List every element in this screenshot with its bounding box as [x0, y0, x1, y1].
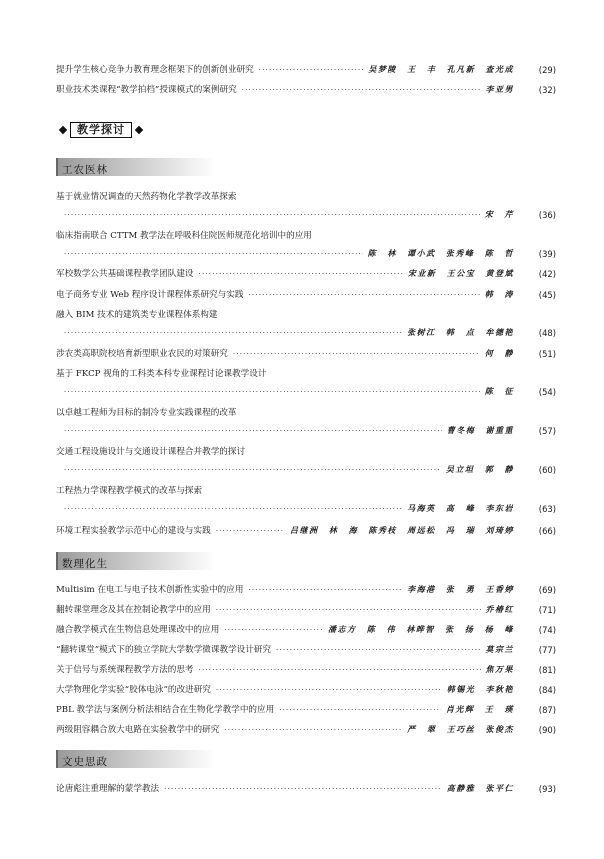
entry-authors: 陈 林 谭小武 张秀峰 陈 哲	[367, 249, 514, 258]
leader-dots	[164, 783, 442, 795]
subsection-heading	[56, 158, 216, 176]
entry-page: (39)	[538, 249, 556, 259]
leader-dots	[224, 724, 402, 736]
entry-title: 交通工程设施设计与交通设计课程合并教学的探讨	[56, 447, 246, 457]
toc-entry[interactable]	[56, 664, 556, 676]
entry-page: (60)	[538, 465, 556, 475]
entry-authors: 李海港 张 勇 王香婷	[407, 585, 514, 594]
entry-title: 涉农类高职院校培育新型职业农民的对策研究	[56, 349, 228, 359]
toc-entry[interactable]	[56, 724, 556, 736]
entry-page: (32)	[538, 85, 556, 95]
entry-page: (77)	[538, 645, 556, 655]
toc-entry[interactable]	[56, 604, 556, 616]
entry-title: 电子商务专业 Web 程序设计课程体系研究与实践	[56, 290, 244, 300]
section-heading	[56, 122, 146, 138]
entry-page: (84)	[538, 685, 556, 695]
entry-page: (45)	[538, 290, 556, 300]
entry-page: (48)	[538, 328, 556, 338]
toc-entry[interactable]	[56, 684, 556, 696]
entry-title: 基于就业情况调查的天然药物化学教学改革探索	[56, 192, 237, 202]
entry-authors: 韩 涛	[484, 290, 514, 299]
toc-entry[interactable]	[56, 368, 556, 398]
entry-page: (81)	[538, 665, 556, 675]
entry-title: 军校数学公共基础课程教学团队建设	[56, 269, 194, 279]
subsection-heading-label: 文史思政	[62, 756, 108, 768]
entry-page: (71)	[538, 605, 556, 615]
entry-page: (69)	[538, 585, 556, 595]
entry-title: 关于信号与系统课程教学方法的思考	[56, 665, 194, 675]
entry-title: 环境工程实验教学示范中心的建设与实践	[56, 526, 211, 536]
leader-dots	[224, 624, 323, 636]
leader-dots	[64, 386, 480, 398]
entry-page: (93)	[538, 784, 556, 794]
entry-title: 翻转课堂理念及其在控制论教学中的应用	[56, 605, 211, 615]
entry-title: PBL 教学法与案例分析法相结合在生物化学教学中的应用	[56, 705, 275, 715]
toc-entry[interactable]	[56, 230, 556, 260]
entry-authors: 马海英 高 峰 李东岩	[407, 504, 514, 513]
leader-dots	[248, 289, 479, 301]
diamond-icon	[135, 126, 143, 134]
entry-title: 两级阻容耦合放大电路在实验教学中的研究	[56, 725, 220, 735]
toc-entry[interactable]	[56, 783, 556, 795]
entry-title: 工程热力学课程教学模式的改革与探索	[56, 486, 203, 496]
entry-authors: 曹冬梅 谢重重	[446, 426, 514, 435]
entry-page: (74)	[538, 625, 556, 635]
subsection-heading-label: 数理化生	[62, 558, 108, 570]
toc-entry[interactable]	[56, 704, 556, 716]
toc-entry[interactable]	[56, 191, 556, 221]
leader-dots	[64, 425, 442, 437]
leader-dots	[64, 209, 480, 221]
entry-page: (42)	[538, 269, 556, 279]
toc-entry[interactable]	[56, 64, 556, 76]
toc-entry[interactable]	[56, 644, 556, 656]
entry-page: (51)	[538, 349, 556, 359]
entry-authors: 李亚男	[485, 85, 514, 94]
leader-dots	[216, 525, 285, 537]
leader-dots	[199, 664, 481, 676]
leader-dots	[216, 604, 481, 616]
leader-dots	[64, 248, 363, 260]
subsection-heading-label: 工农医林	[62, 164, 108, 176]
entry-title: “翻转课堂”模式下的独立学院大学数学微课教学设计研究	[56, 645, 272, 655]
leader-dots	[199, 268, 403, 280]
toc-entry[interactable]	[56, 84, 556, 96]
toc-entry[interactable]	[56, 348, 556, 360]
entry-title: 基于 FKCP 视角的工科类本科专业课程讨论课教学设计	[56, 369, 267, 379]
toc-entry[interactable]	[56, 309, 556, 339]
entry-page: (57)	[538, 426, 556, 436]
toc-entry[interactable]	[56, 624, 556, 636]
diamond-icon	[59, 126, 67, 134]
subsection-heading	[56, 552, 216, 570]
entry-page: (54)	[538, 387, 556, 397]
leader-dots	[64, 327, 402, 339]
entry-title: 提升学生核心竞争力教育理念框架下的创新创业研究	[56, 65, 254, 75]
entry-page: (29)	[538, 65, 556, 75]
leader-dots	[216, 684, 442, 696]
entry-authors: 韩锡光 李秋艳	[446, 685, 514, 694]
entry-title: 融入 BIM 技术的建筑类专业课程体系构建	[56, 310, 218, 320]
entry-title: 职业技术类课程“教学拍档”授课模式的案例研究	[56, 85, 237, 95]
entry-authors: 高静雅 张平仁	[446, 784, 514, 793]
entry-authors: 严 翠 王巧丝 张俊杰	[407, 725, 514, 734]
entry-authors: 何 静	[484, 349, 514, 358]
entry-title: 临床指南联合 CTTM 教学法在呼吸科住院医师规范化培训中的应用	[56, 231, 312, 241]
entry-page: (87)	[538, 705, 556, 715]
leader-dots	[64, 464, 441, 476]
entry-title: 融合教学模式在生物信息处理课改中的应用	[56, 625, 220, 635]
entry-title: 以卓越工程师为目标的制冷专业实践课程的改革	[56, 408, 237, 418]
subsection-heading	[56, 750, 216, 768]
toc-entry[interactable]	[56, 446, 556, 476]
entry-authors: 肖光辉 王 瑛	[445, 705, 514, 714]
entry-authors: 宋业新 王公宝 黄登斌	[407, 269, 514, 278]
toc-entry[interactable]	[56, 485, 556, 515]
entry-authors: 潘志方 陈 伟 林晔智 张 扬 杨 峰	[328, 625, 514, 634]
entry-page: (90)	[538, 725, 556, 735]
entry-title: Multisim 在电工与电子技术创新性实验中的应用	[56, 585, 244, 595]
toc-entry[interactable]	[56, 289, 556, 301]
toc-entry[interactable]	[56, 584, 556, 596]
entry-authors: 乔椿红	[485, 605, 514, 614]
entry-title: 大学物理化学实验“胶体电泳”的改进研究	[56, 685, 211, 695]
entry-authors: 宋 芹	[484, 210, 514, 219]
leader-dots	[64, 503, 402, 515]
entry-authors: 莫宗兰	[485, 645, 514, 654]
entry-page: (63)	[538, 504, 556, 514]
entry-authors: 吴梦陵 王 丰 孔凡新 查光成	[368, 65, 514, 74]
leader-dots	[276, 644, 480, 656]
leader-dots	[233, 348, 480, 360]
leader-dots	[242, 84, 481, 96]
entry-page: (66)	[538, 526, 556, 536]
toc-entry[interactable]	[56, 525, 556, 537]
leader-dots	[259, 64, 364, 76]
section-heading-label: 教学探讨	[70, 122, 132, 138]
leader-dots	[279, 704, 441, 716]
entry-page: (36)	[538, 210, 556, 220]
entry-title: 论唐彪注重理解的蒙学教法	[56, 784, 160, 794]
toc-entry[interactable]	[56, 268, 556, 280]
entry-authors: 吴立坦 郭 静	[445, 465, 514, 474]
toc-entry[interactable]	[56, 407, 556, 437]
leader-dots	[248, 584, 402, 596]
entry-authors: 吕继洲 林 海 陈秀枝 周远松 冯 瑞 刘琦婷	[290, 526, 514, 535]
entry-authors: 陈 征	[484, 387, 514, 396]
entry-authors: 张树江 韩 点 牟德艳	[407, 328, 514, 337]
entry-authors: 焦万果	[485, 665, 514, 674]
